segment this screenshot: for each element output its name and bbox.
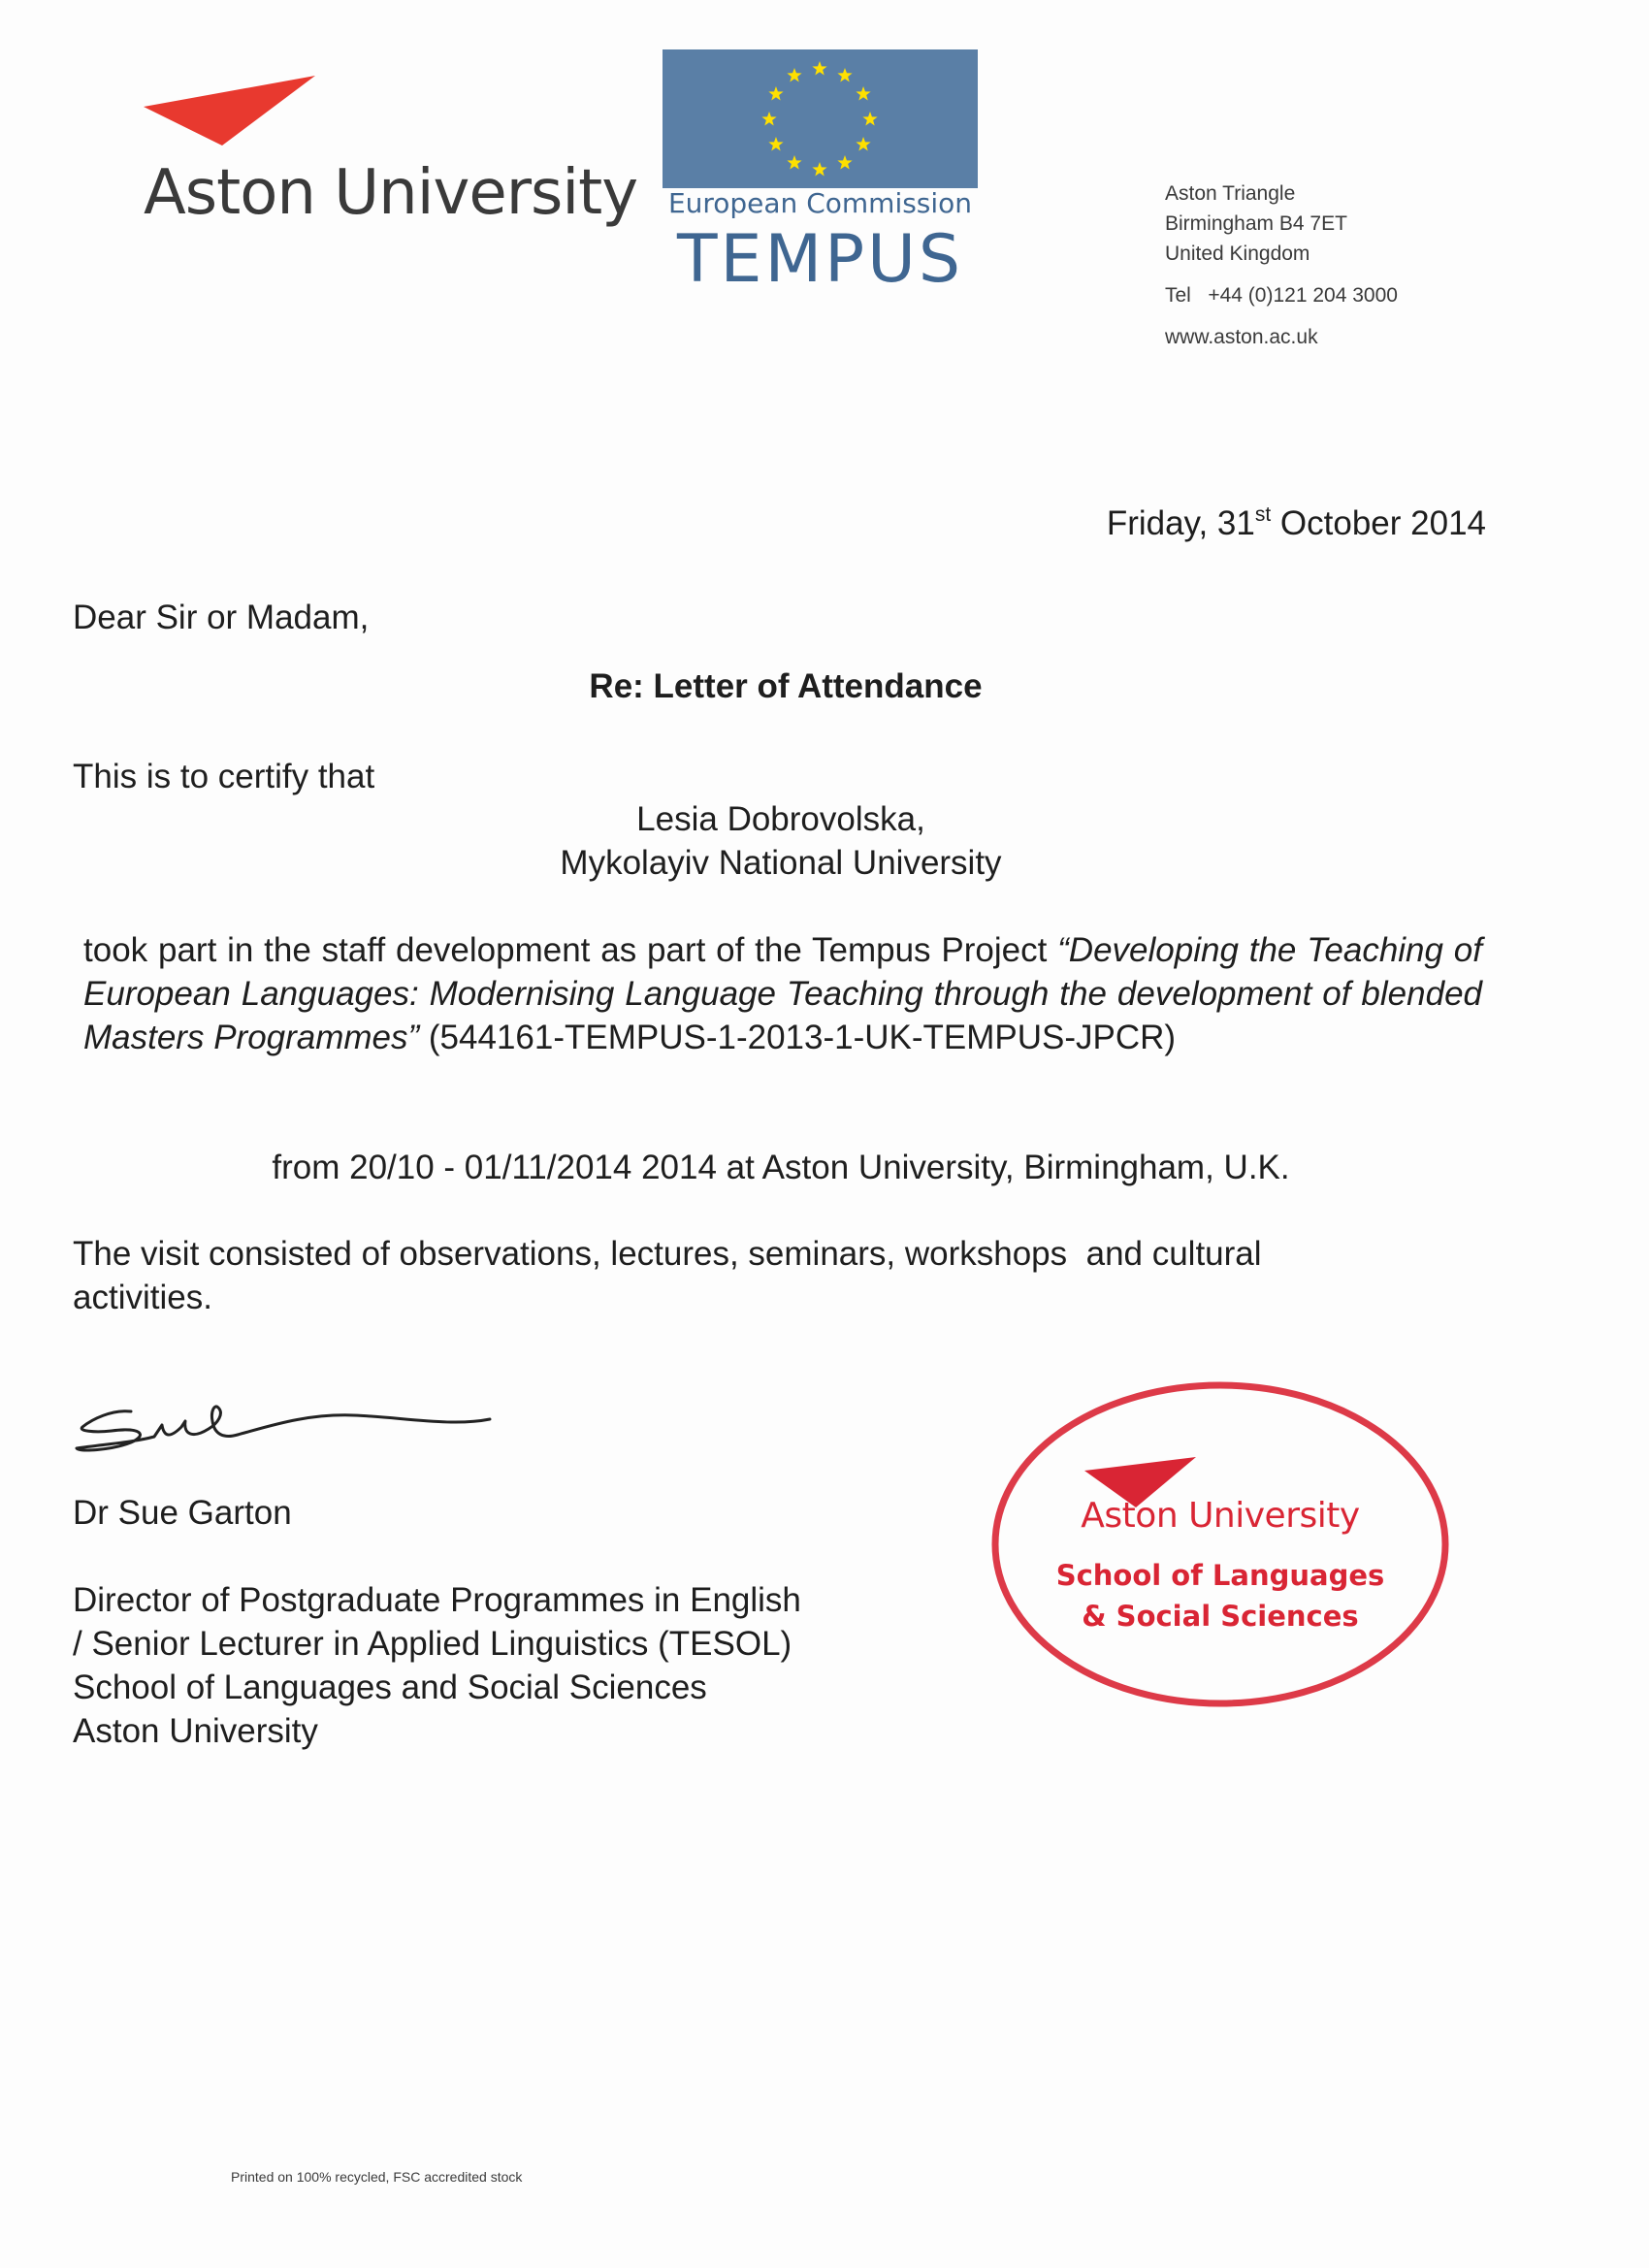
eu-star-icon	[768, 137, 783, 150]
eu-star-icon	[856, 137, 870, 150]
attendance-paragraph	[83, 928, 1482, 1059]
eu-star-icon	[856, 86, 870, 100]
aston-university-logo	[144, 76, 638, 241]
eu-star-icon	[837, 155, 852, 169]
stamp-school-line: & Social Sciences	[1082, 1600, 1359, 1633]
project-code: (544161-TEMPUS-1-2013-1-UK-TEMPUS-JPCR)	[419, 1019, 1177, 1056]
aston-triangle-icon	[144, 76, 328, 153]
signer-role	[73, 1578, 946, 1753]
stamp-school-line: School of Languages	[1055, 1559, 1385, 1592]
eu-stars-icon	[663, 49, 978, 188]
date-month-year: October 2014	[1271, 504, 1486, 542]
eu-star-icon	[837, 68, 852, 81]
signature-icon	[73, 1392, 500, 1470]
certify-line: This is to certify that	[73, 758, 375, 795]
european-commission-label: European Commission	[667, 187, 973, 219]
eu-star-icon	[812, 61, 826, 75]
signer-role-line: School of Languages and Social Sciences	[73, 1669, 707, 1706]
project-title: “Developing the Teaching of European Languages: Modernising Language Teaching through the development of blended Masters Programmes”	[83, 931, 1483, 1056]
salutation: Dear Sir or Madam,	[73, 599, 370, 636]
tempus-label: TEMPUS	[676, 221, 964, 298]
university-wordmark: Aston University	[144, 157, 638, 229]
stamp-school	[987, 1555, 1453, 1636]
signer-role-line: Aston University	[73, 1712, 318, 1750]
footer-note: Printed on 100% recycled, FSC accredited stock	[231, 2169, 523, 2185]
signer-role-line: / Senior Lecturer in Applied Linguistics (TESOL)	[73, 1625, 792, 1663]
date-day: Friday, 31	[1106, 504, 1255, 542]
eu-star-icon	[862, 112, 877, 125]
address-block	[1165, 178, 1398, 352]
signer-role-line: Director of Postgraduate Programmes in English	[73, 1581, 801, 1619]
attendee	[0, 797, 1562, 885]
eu-star-icon	[787, 68, 801, 81]
website-link[interactable]: www.aston.ac.uk	[1165, 326, 1318, 348]
visit-description: The visit consisted of observations, lectures, seminars, workshops and cultural activities.	[73, 1235, 1272, 1316]
eu-star-icon	[787, 155, 801, 169]
letter-date	[1107, 503, 1486, 543]
eu-star-icon	[768, 86, 783, 100]
para-intro: took part in the staff development as part of the Tempus Project	[83, 931, 1058, 969]
eu-star-icon	[812, 162, 826, 176]
attendee-institution: Mykolayiv National University	[560, 844, 1002, 882]
handwritten-signature	[73, 1392, 500, 1474]
attendee-name: Lesia Dobrovolska,	[636, 800, 925, 838]
telephone: Tel +44 (0)121 204 3000	[1165, 284, 1398, 307]
stamp-ring-icon	[987, 1377, 1453, 1712]
address-line: Aston Triangle	[1165, 182, 1296, 205]
stamp-university: Aston University	[1081, 1496, 1360, 1536]
eu-star-icon	[761, 112, 776, 125]
address-line: Birmingham B4 7ET	[1165, 212, 1347, 235]
address-line: United Kingdom	[1165, 243, 1310, 265]
attendance-period: from 20/10 - 01/11/2014 2014 at Aston University, Birmingham, U.K.	[272, 1149, 1290, 1186]
school-stamp	[987, 1377, 1453, 1712]
eu-flag	[663, 49, 978, 188]
date-suffix: st	[1254, 503, 1272, 526]
subject-line: Re: Letter of Attendance	[589, 667, 983, 705]
signer-name: Dr Sue Garton	[73, 1494, 292, 1532]
